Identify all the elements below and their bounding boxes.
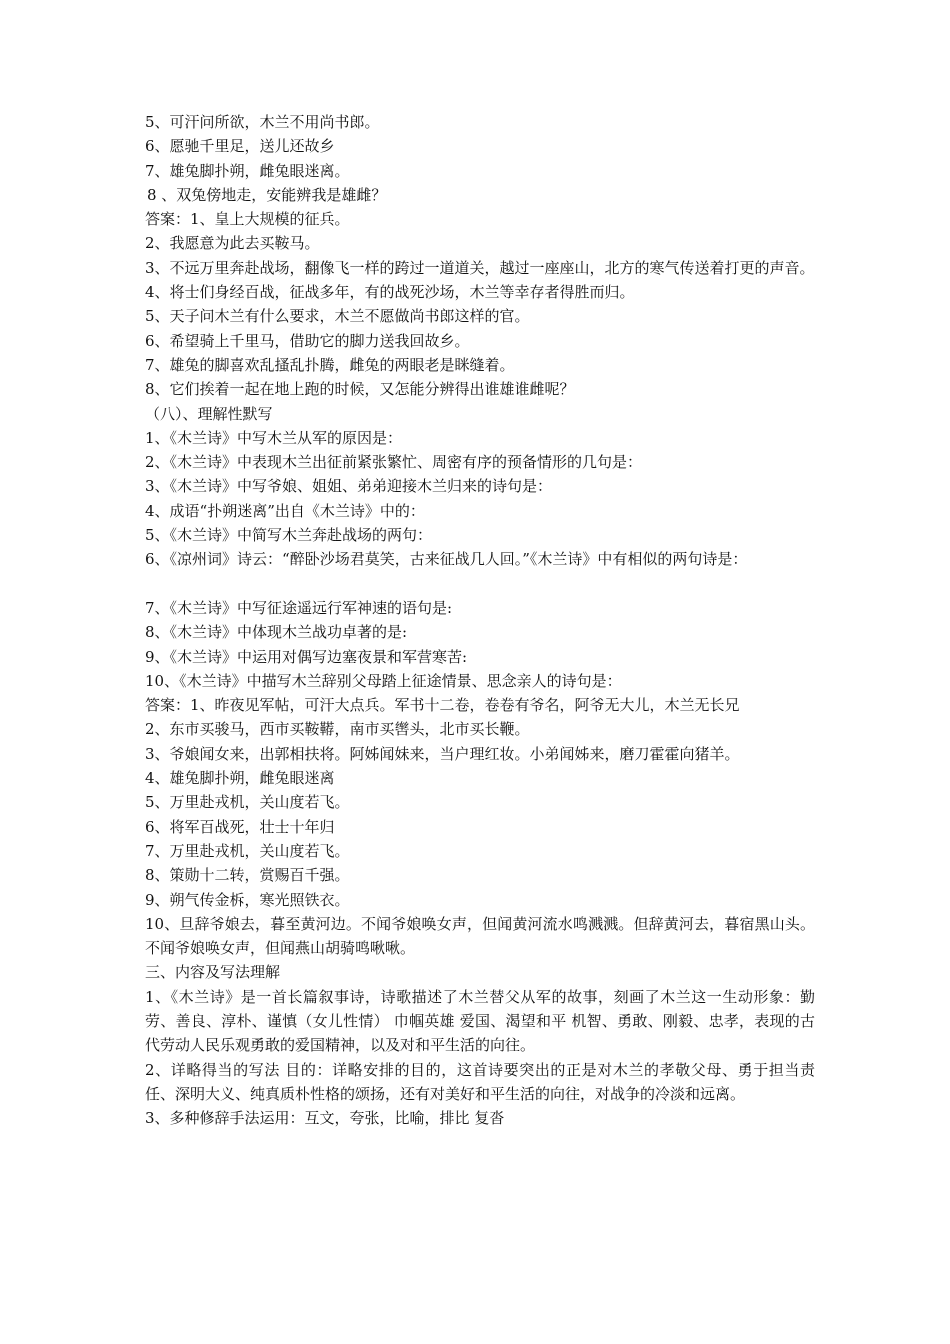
section-heading: 三、内容及写法理解 xyxy=(145,963,281,982)
dictation-question: 6、《凉州词》诗云：“醉卧沙场君莫笑，古来征战几人回。”《木兰诗》中有相似的两句诗是： xyxy=(145,550,748,569)
dictation-question: 2、《木兰诗》中表现木兰出征前紧张繁忙、周密有序的预备情形的几句是： xyxy=(145,453,643,472)
section-heading: （八）、理解性默写 xyxy=(145,404,273,423)
dictation-question: 7、《木兰诗》中写征途遥远行军神速的语句是: xyxy=(145,598,453,617)
analysis-item: 1、《木兰诗》是一首长篇叙事诗，诗歌描述了木兰替父从军的故事，刻画了木兰这一生动形象：勤劳、善良、淳朴、谨慎（女儿性情） 巾帼英雄 爱国、渴望和平 机智、勇敢、刚毅、忠孝，表现的古代劳动人民乐观勇敢的爱国精神，以及对和平生活的向往。 xyxy=(145,987,815,1055)
analysis-item: 3、多种修辞手法运用：互文，夸张，比喻，排比 复沓 xyxy=(145,1109,505,1128)
translation-answer: 8、它们挨着一起在地上跑的时候，又怎能分辨得出谁雄谁雌呢？ xyxy=(145,380,575,399)
dictation-answer: 10、旦辞爷娘去，暮至黄河边。不闻爷娘唤女声，但闻黄河流水鸣溅溅。但辞黄河去，暮宿黑山头。不闻爷娘唤女声，但闻燕山胡骑鸣啾啾。 xyxy=(145,914,815,958)
translation-answer: 3、不远万里奔赴战场，翻像飞一样的跨过一道道关，越过一座座山，北方的寒气传送着打更的声音。 xyxy=(145,258,815,277)
dictation-answer: 9、朔气传金柝，寒光照铁衣。 xyxy=(145,890,350,909)
dictation-answer: 2、东市买骏马，西市买鞍鞯，南市买辔头，北市买长鞭。 xyxy=(145,720,530,739)
translation-item: 8 、双兔傍地走，安能辨我是雄雌？ xyxy=(147,185,387,204)
dictation-answer: 7、万里赴戎机，关山度若飞。 xyxy=(145,841,350,860)
dictation-question: 10、《木兰诗》中描写木兰辞别父母踏上征途情景、思念亲人的诗句是： xyxy=(145,671,622,690)
dictation-question: 3、《木兰诗》中写爷娘、姐姐、弟弟迎接木兰归来的诗句是： xyxy=(145,477,553,496)
dictation-question: 1、《木兰诗》中写木兰从军的原因是： xyxy=(145,428,403,447)
translation-answer: 答案：1、皇上大规模的征兵。 xyxy=(145,210,350,229)
dictation-question: 4、成语“扑朔迷离”出自《木兰诗》中的： xyxy=(145,501,425,520)
dictation-question: 5、《木兰诗》中简写木兰奔赴战场的两句： xyxy=(145,526,433,545)
dictation-question: 9、《木兰诗》中运用对偶写边塞夜景和军营寒苦: xyxy=(145,647,468,666)
dictation-answer: 4、雄兔脚扑朔，雌兔眼迷离 xyxy=(145,769,335,788)
blank-line xyxy=(145,572,815,596)
dictation-answer: 3、爷娘闻女来，出郭相扶将。阿姊闻妹来，当户理红妆。小弟闻姊来，磨刀霍霍向猪羊。 xyxy=(145,744,740,763)
dictation-answer: 答案：1、昨夜见军帖，可汗大点兵。军书十二卷，卷卷有爷名，阿爷无大儿，木兰无长兄 xyxy=(145,696,740,715)
translation-answer: 7、雄兔的脚喜欢乱搔乱扑腾，雌兔的两眼老是眯缝着。 xyxy=(145,355,515,374)
translation-answer: 2、我愿意为此去买鞍马。 xyxy=(145,234,320,253)
translation-answer: 4、将士们身经百战，征战多年，有的战死沙场，木兰等幸存者得胜而归。 xyxy=(145,283,635,302)
dictation-answer: 6、将军百战死，壮士十年归 xyxy=(145,817,335,836)
dictation-question: 8、《木兰诗》中体现木兰战功卓著的是: xyxy=(145,623,408,642)
translation-item: 5、可汗问所欲，木兰不用尚书郎。 xyxy=(145,113,380,131)
translation-item: 6、愿驰千里足，送儿还故乡 xyxy=(145,137,335,156)
dictation-answer: 8、策勋十二转，赏赐百千强。 xyxy=(145,866,350,885)
translation-answer: 5、天子问木兰有什么要求，木兰不愿做尚书郎这样的官。 xyxy=(145,307,530,326)
dictation-answer: 5、万里赴戎机，关山度若飞。 xyxy=(145,793,350,812)
translation-item: 7、雄兔脚扑朔，雌兔眼迷离。 xyxy=(145,161,350,180)
document-page xyxy=(145,110,815,1130)
analysis-item: 2、详略得当的写法 目的：详略安排的目的，这首诗要突出的正是对木兰的孝敬父母、勇于担当责任、深明大义、纯真质朴性格的颂扬，还有对美好和平生活的向往，对战争的冷淡和远离。 xyxy=(145,1060,815,1103)
translation-answer: 6、希望骑上千里马，借助它的脚力送我回故乡。 xyxy=(145,331,470,350)
